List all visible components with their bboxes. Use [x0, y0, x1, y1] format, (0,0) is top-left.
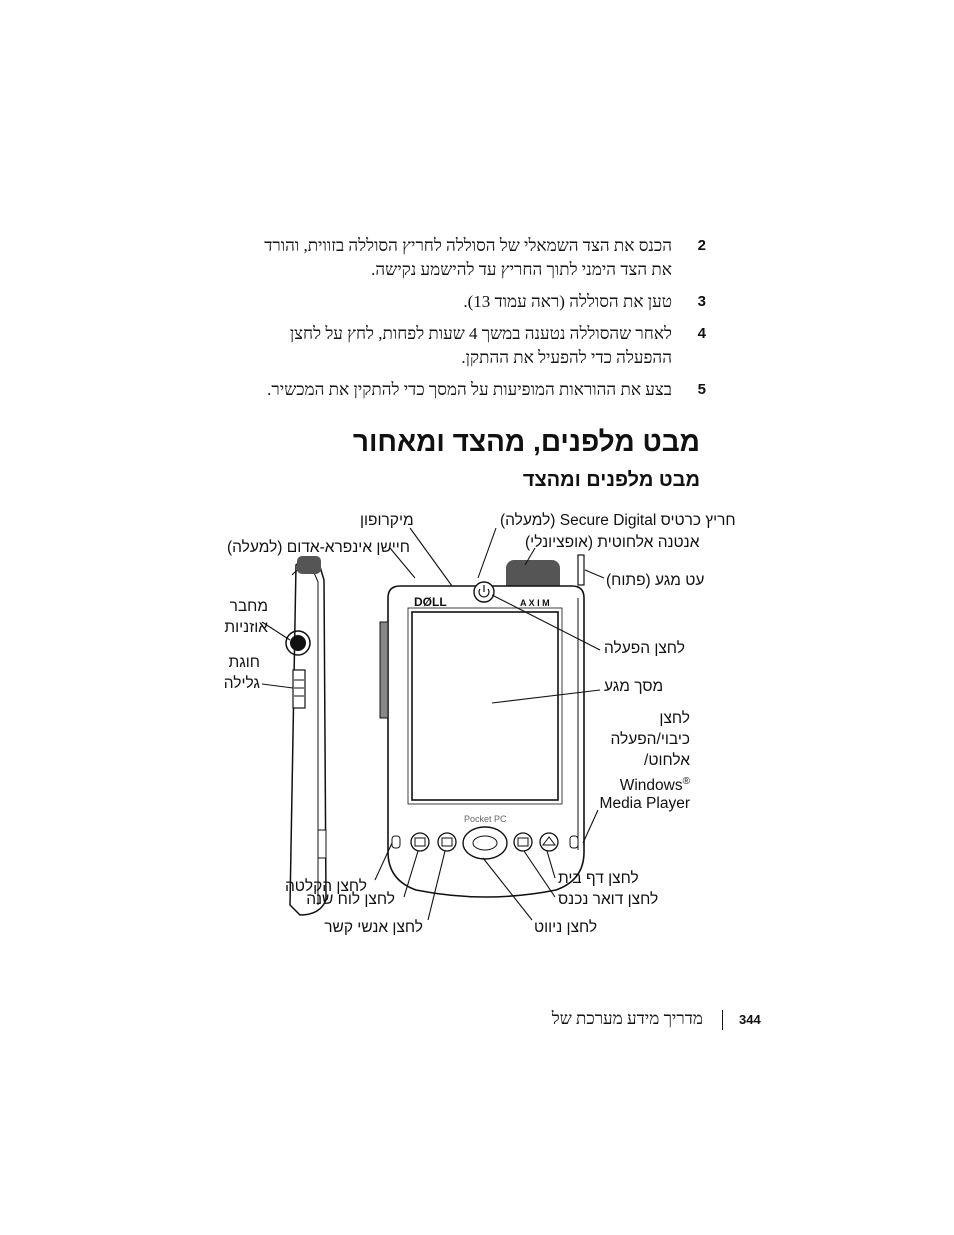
home-button [540, 833, 558, 851]
label-power-button: לחצן הפעלה [604, 640, 685, 657]
step-text: בצע את ההוראות המופיעות על המסך כדי להתקין את המכשיר. [267, 380, 672, 399]
label-touch-screen: מסך מגע [604, 678, 664, 695]
calendar-button [411, 833, 429, 851]
device-side-view [290, 559, 326, 915]
device-model: A X I M [520, 598, 550, 608]
label-wireless-windows: Windows [619, 777, 683, 795]
step-text: הכנס את הצד השמאלי של הסוללה לחריץ הסוללה בזווית, והורד את הצד הימני לתוך החריץ עד להישמע נקישה. [264, 236, 672, 279]
device-logo: DØLL [414, 595, 447, 609]
step-number: 3 [697, 293, 706, 310]
label-inbox-button: לחצן דואר נכנס [558, 891, 659, 908]
label-scroll-1: חוגת [228, 654, 260, 671]
label-antenna: אנטנה אלחוטית (אופציונלי) [525, 534, 700, 551]
label-calendar-button: לחצן לוח שנה [306, 891, 395, 908]
label-sd-slot: חריץ כרטיס Secure Digital (למעלה) [500, 512, 736, 529]
footer-divider [722, 1010, 723, 1030]
stylus [578, 555, 584, 585]
label-stylus: עט מגע (פתוח) [606, 572, 705, 589]
label-wireless-2: כיבוי/הפעלה [610, 731, 690, 748]
label-microphone: מיקרופון [360, 512, 414, 529]
footer-title: מדריך מידע מערכת של [551, 1009, 703, 1028]
step-text: לאחר שהסוללה נטענה במשך 4 שעות לפחות, לחץ על לחצן ההפעלה כדי להפעיל את ההתקן. [289, 324, 672, 367]
headphone-jack [290, 635, 306, 651]
page-number: 344 [739, 1012, 761, 1027]
subsection-title: מבט מלפנים ומהצד [522, 469, 700, 491]
label-contacts-button: לחצן אנשי קשר [324, 919, 423, 936]
registered-mark: ® [682, 776, 690, 787]
label-scroll-2: גלילה [223, 675, 260, 692]
label-record-button: לחצן הקלטה [284, 878, 367, 895]
label-wireless-5: Media Player [599, 795, 690, 812]
label-headphone-2: אוזניות [224, 619, 268, 636]
step-number: 4 [697, 325, 706, 342]
label-home-button: לחצן דף בית [558, 870, 639, 887]
label-headphone-1: מחבר [229, 598, 268, 615]
label-ir-sensor: חיישן אינפרא-אדום (למעלה) [227, 539, 410, 556]
section-title: מבט מלפנים, מהצד ומאחור [352, 426, 700, 457]
pocket-pc-badge: Pocket PC [464, 814, 507, 824]
inbox-button [514, 833, 532, 851]
scroll-dial [293, 670, 305, 708]
step-text: טען את הסוללה (ראה עמוד 13). [463, 292, 672, 311]
step-number: 2 [697, 237, 706, 254]
contacts-button [438, 833, 456, 851]
label-wireless-1: לחצן [659, 710, 690, 727]
label-wireless-3: אלחוט/ [644, 752, 690, 769]
label-nav-button: לחצן ניווט [534, 919, 598, 936]
touch-screen [412, 612, 558, 800]
step-number: 5 [697, 381, 706, 398]
